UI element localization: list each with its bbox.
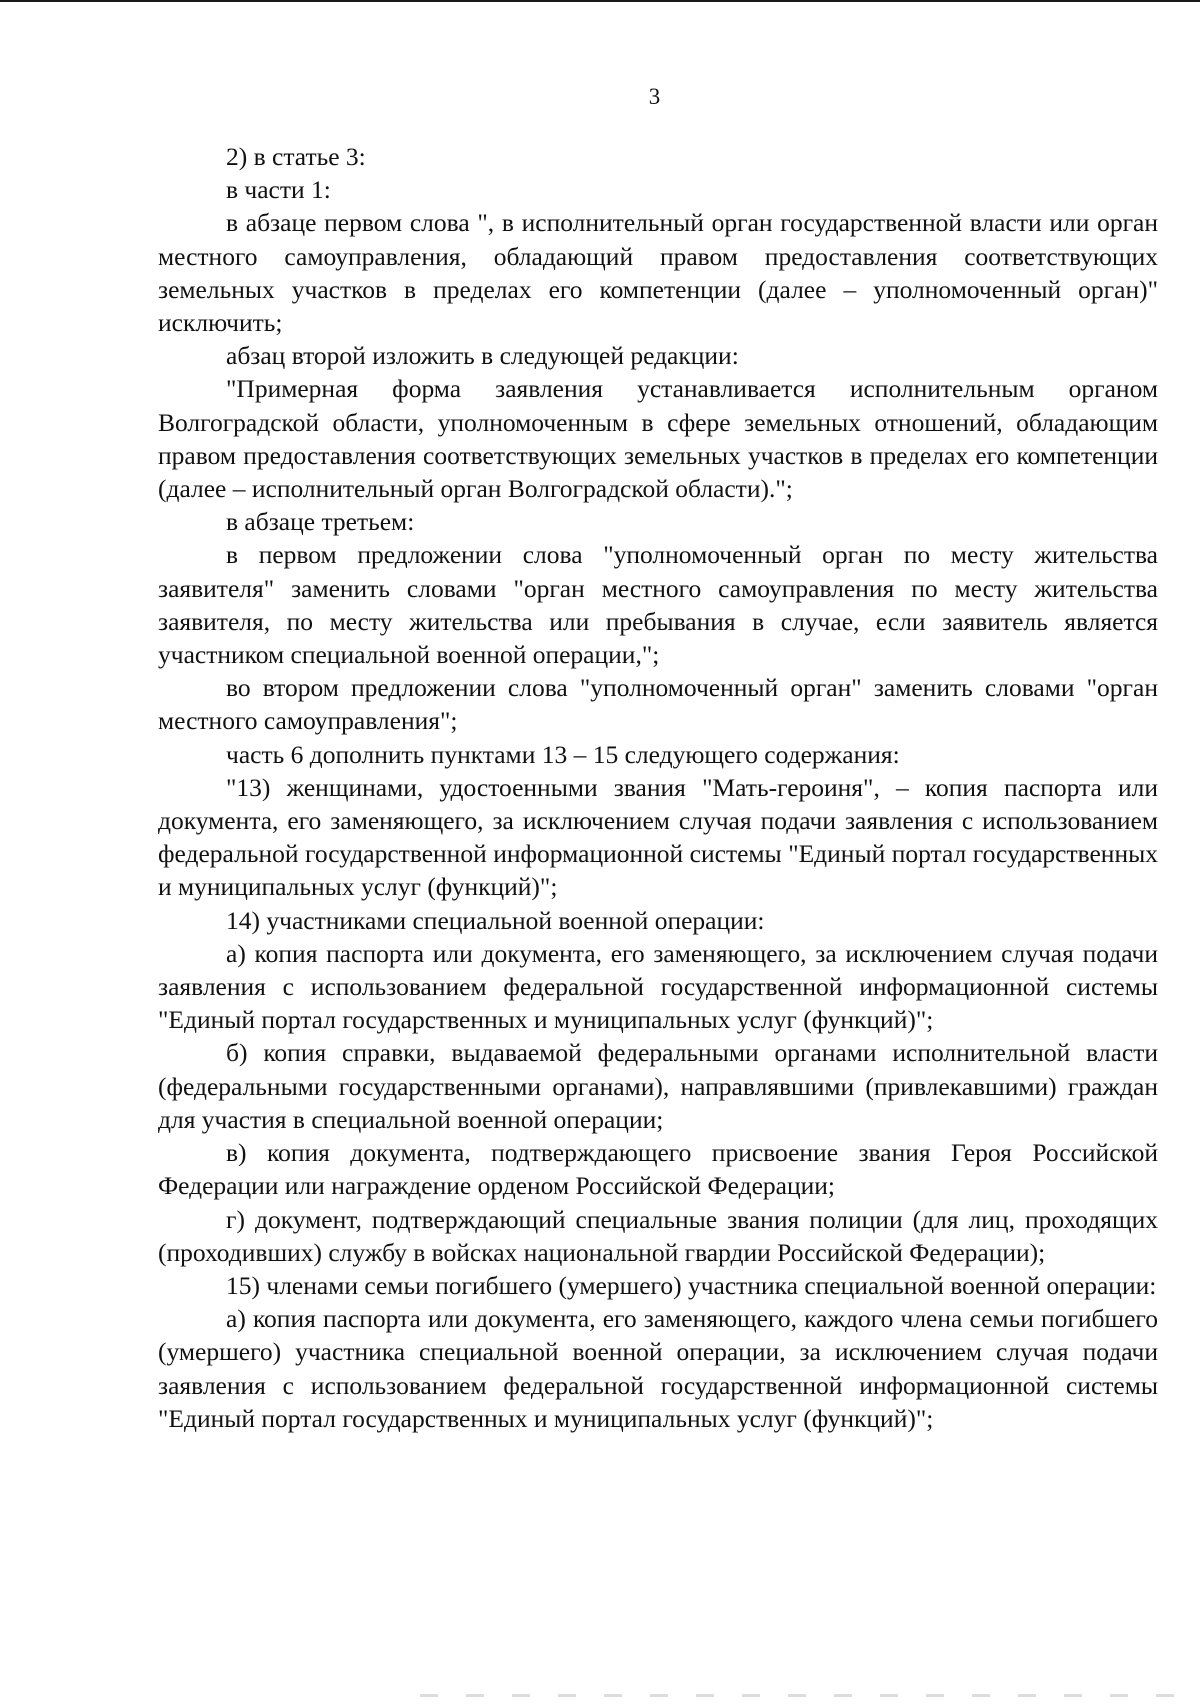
paragraph-abzac-3-intro: в абзаце третьем: xyxy=(226,507,415,537)
paragraph-item-14-b: б) копия справки, выдаваемой федеральными органами исполнительной власти (федеральными государственными органами), направлявшими (привлекавшими) граждан для участия в специальной военной операции; xyxy=(158,1038,1158,1134)
scan-edge-line xyxy=(0,0,1200,2)
paragraph-item-14-v: в) копия документа, подтверждающего присвоение звания Героя Российской Федерации или награждение орденом Российской Федерации; xyxy=(158,1138,1158,1201)
paragraph-first-sentence: в первом предложении слова "уполномоченный орган по месту жительства заявителя" заменить словами "орган местного самоуправления по месту жительства заявителя, по месту жительства или пребывания в случае, если заявитель является участником специальной военной операции,"; xyxy=(158,540,1158,670)
paragraph-abzac-2-intro: абзац второй изложить в следующей редакции: xyxy=(226,341,739,371)
paragraph-article-3: 2) в статье 3: xyxy=(226,142,366,171)
scan-bottom-marks xyxy=(420,1694,1180,1697)
paragraph-part-1: в части 1: xyxy=(226,175,331,205)
paragraph-item-15-a: а) копия паспорта или документа, его заменяющего, каждого члена семьи погибшего (умершего) участника специальной военной операции, за исключением случая подачи заявления с использованием федеральной государственной информационной системы "Единый портал государственных и муниципальных услуг (функций)"; xyxy=(158,1304,1158,1433)
document-body xyxy=(158,140,1158,1435)
paragraph-item-14-a: а) копия паспорта или документа, его заменяющего, за исключением случая подачи заявления с использованием федеральной государственной информационной системы "Единый портал государственных и муниципальных услуг (функций)"; xyxy=(158,938,1158,1035)
paragraph-abzac-1: в абзаце первом слова ", в исполнительный орган государственной власти или орган местного самоуправления, обладающий правом предоставления соответствующих земельных участков в пределах его компетенции (далее – уполномоченный орган)" исключить; xyxy=(158,208,1158,338)
page-number: 3 xyxy=(648,84,661,109)
paragraph-second-sentence: во втором предложении слова "уполномоченный орган" заменить словами "орган местного самоуправления"; xyxy=(158,673,1158,736)
paragraph-part-6-intro: часть 6 дополнить пунктами 13 – 15 следующего содержания: xyxy=(226,739,900,769)
paragraph-item-14-g: г) документ, подтверждающий специальные звания полиции (для лиц, проходящих (проходивших) службу в войсках национальной гвардии Российской Федерации); xyxy=(158,1204,1158,1267)
paragraph-abzac-2-text: "Примерная форма заявления устанавливается исполнительным органом Волгоградской области, уполномоченным в сфере земельных отношений, обладающим правом предоставления соответствующих земельных участков в пределах его компетенции (далее – исполнительный орган Волгоградской области)."; xyxy=(158,374,1158,504)
paragraph-item-14: 14) участниками специальной военной операции: xyxy=(226,905,765,935)
paragraph-item-15: 15) членами семьи погибшего (умершего) участника специальной военной операции: xyxy=(226,1270,1157,1300)
paragraph-item-13: "13) женщинами, удостоенными звания "Мать-героиня", – копия паспорта или документа, его заменяющего, за исключением случая подачи заявления с использованием федеральной государственной информационной системы "Единый портал государственных и муниципальных услуг (функций)"; xyxy=(158,772,1158,902)
